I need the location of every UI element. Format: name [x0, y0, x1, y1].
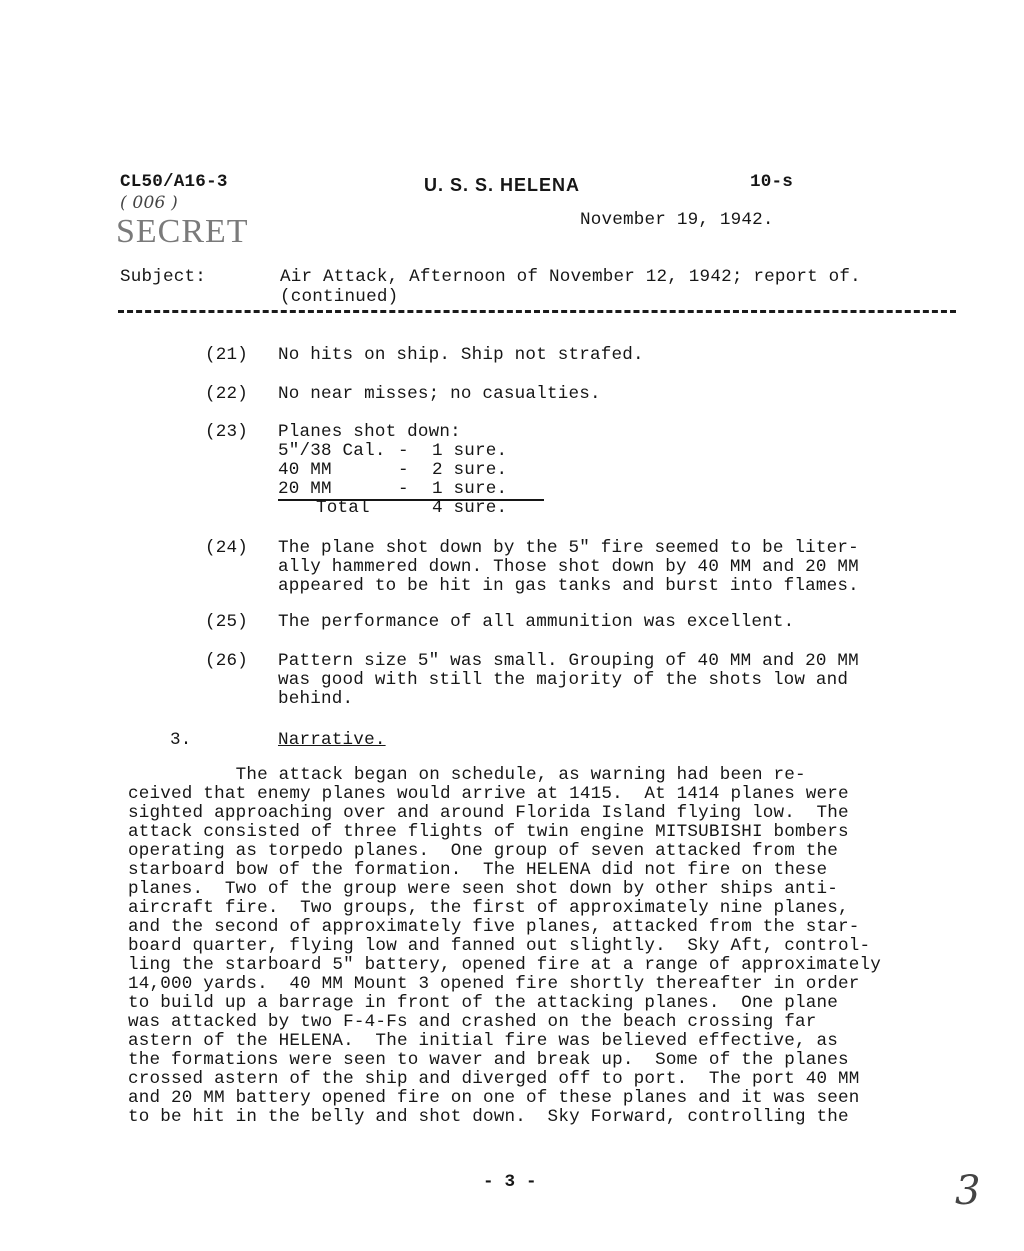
- narrative-line: ceived that enemy planes would arrive at 1415. At 1414 planes were: [128, 784, 849, 804]
- narrative-line: ling the starboard 5" battery, opened fire at a range of approximately: [128, 955, 882, 975]
- subject-continued: (continued): [280, 287, 399, 307]
- serial-number: ( 006 ): [120, 193, 178, 213]
- item-text: The plane shot down by the 5" fire seemed to be liter-: [278, 538, 859, 558]
- item-text: behind.: [278, 689, 354, 709]
- item-number: (25): [205, 612, 249, 632]
- weapon-cell: 20 MM: [278, 479, 332, 499]
- item-text: appeared to be hit in gas tanks and burst into flames.: [278, 576, 859, 596]
- planes-table-row: [278, 441, 507, 461]
- planes-table-total: [278, 498, 507, 518]
- narrative-line: and the second of approximately five planes, attacked from the star-: [128, 917, 860, 937]
- count-cell: 2 sure.: [432, 460, 508, 480]
- planes-table-row: [278, 460, 507, 480]
- total-count: 4 sure.: [432, 498, 508, 518]
- page-code: 10-s: [750, 172, 794, 192]
- total-label: Total: [316, 498, 370, 518]
- narrative-line: crossed astern of the ship and diverged off to port. The port 40 MM: [128, 1069, 860, 1089]
- item-number: (21): [205, 345, 249, 365]
- item-text: No hits on ship. Ship not strafed.: [278, 345, 644, 365]
- separator-cell: -: [398, 441, 409, 461]
- item-text: No near misses; no casualties.: [278, 384, 601, 404]
- handwritten-page-number: 3: [955, 1168, 981, 1214]
- count-cell: 1 sure.: [432, 479, 508, 499]
- narrative-line: board quarter, flying low and fanned out slightly. Sky Aft, control-: [128, 936, 871, 956]
- item-text: Pattern size 5" was small. Grouping of 40 MM and 20 MM: [278, 651, 859, 671]
- narrative-line: aircraft fire. Two groups, the first of approximately nine planes,: [128, 898, 849, 918]
- item-text: Planes shot down:: [278, 422, 461, 442]
- ship-name: U. S. S. HELENA: [424, 175, 581, 195]
- planes-table-row: [278, 479, 507, 499]
- item-text: ally hammered down. Those shot down by 40 MM and 20 MM: [278, 557, 859, 577]
- narrative-line: was attacked by two F-4-Fs and crashed on the beach crossing far: [128, 1012, 817, 1032]
- page-number: - 3 -: [483, 1172, 537, 1192]
- section-number: 3.: [170, 730, 192, 750]
- narrative-line: The attack began on schedule, as warning had been re-: [128, 765, 806, 785]
- separator-cell: -: [398, 460, 409, 480]
- subject-line: Air Attack, Afternoon of November 12, 1942; report of.: [280, 267, 861, 287]
- narrative-line: the formations were seen to waver and break up. Some of the planes: [128, 1050, 849, 1070]
- narrative-line: planes. Two of the group were seen shot down by other ships anti-: [128, 879, 839, 899]
- narrative-line: sighted approaching over and around Florida Island flying low. The: [128, 803, 849, 823]
- narrative-line: to be hit in the belly and shot down. Sky Forward, controlling the: [128, 1107, 849, 1127]
- section-title: Narrative.: [278, 730, 386, 750]
- narrative-line: 14,000 yards. 40 MM Mount 3 opened fire shortly thereafter in order: [128, 974, 860, 994]
- weapon-cell: 40 MM: [278, 460, 332, 480]
- item-text: was good with still the majority of the shots low and: [278, 670, 849, 690]
- item-number: (23): [205, 422, 249, 442]
- narrative-line: and 20 MM battery opened fire on one of these planes and it was seen: [128, 1088, 860, 1108]
- narrative-line: starboard bow of the formation. The HELENA did not fire on these: [128, 860, 828, 880]
- separator-cell: -: [398, 479, 409, 499]
- subject-label: Subject:: [120, 267, 207, 287]
- narrative-line: attack consisted of three flights of twin engine MITSUBISHI bombers: [128, 822, 849, 842]
- item-number: (26): [205, 651, 249, 671]
- narrative-line: to build up a barrage in front of the attacking planes. One plane: [128, 993, 839, 1013]
- item-number: (22): [205, 384, 249, 404]
- narrative-line: operating as torpedo planes. One group of seven attacked from the: [128, 841, 839, 861]
- narrative-line: astern of the HELENA. The initial fire was believed effective, as: [128, 1031, 839, 1051]
- document-date: November 19, 1942.: [580, 210, 774, 230]
- classification-stamp: SECRET: [116, 213, 249, 250]
- count-cell: 1 sure.: [432, 441, 508, 461]
- weapon-cell: 5"/38 Cal.: [278, 441, 386, 461]
- dashed-separator: [118, 310, 956, 313]
- item-number: (24): [205, 538, 249, 558]
- item-text: The performance of all ammunition was excellent.: [278, 612, 795, 632]
- file-reference: CL50/A16-3: [120, 172, 228, 192]
